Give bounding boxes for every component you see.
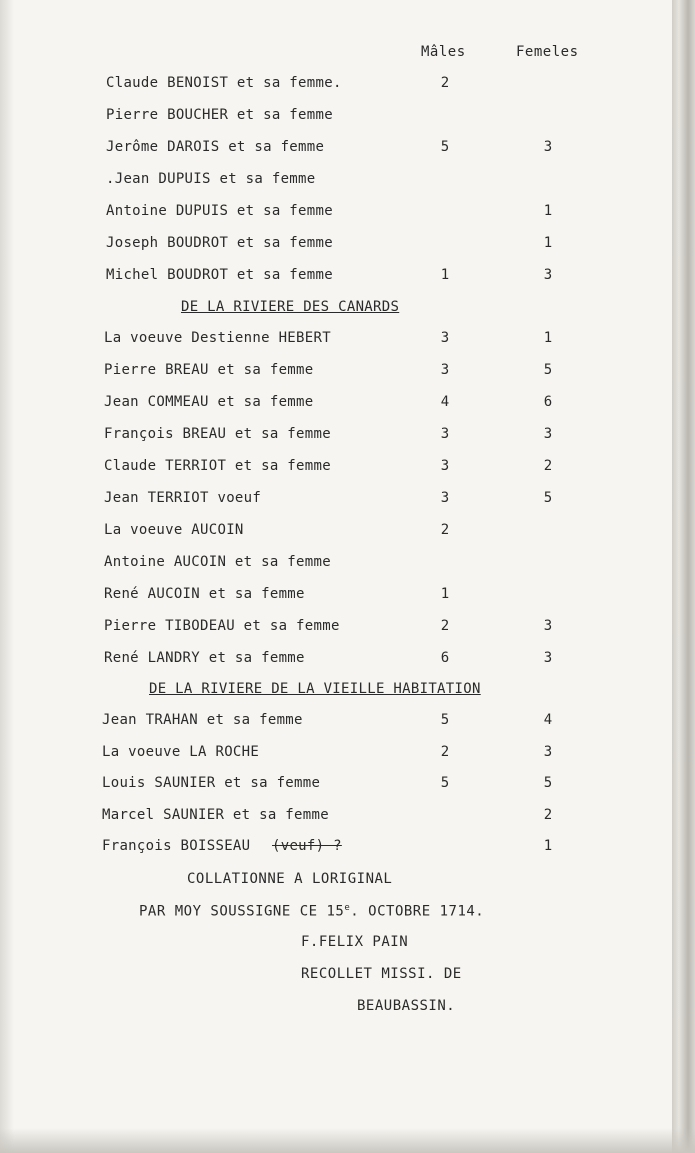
females-count: 3 (543, 650, 553, 666)
date-line-text: PAR MOY SOUSSIGNE CE 15 (139, 903, 345, 920)
household-name: François BREAU et sa femme (104, 426, 331, 442)
males-count: 2 (440, 618, 450, 634)
household-name: Claude BENOIST et sa femme. (106, 75, 342, 91)
household-name: Joseph BOUDROT et sa femme (106, 235, 333, 251)
date-line (139, 903, 484, 920)
household-name: Claude TERRIOT et sa femme (104, 458, 331, 474)
females-count: 3 (543, 743, 553, 760)
section-title-vieille-habitation: DE LA RIVIERE DE LA VIEILLE HABITATION (149, 681, 481, 697)
females-count: 5 (543, 775, 553, 791)
females-count: 3 (543, 618, 553, 634)
census-row (0, 171, 672, 191)
females-count: 1 (543, 330, 553, 346)
census-row (0, 650, 672, 670)
household-name: Antoine AUCOIN et sa femme (104, 554, 331, 570)
females-count: 1 (543, 203, 553, 219)
males-count: 5 (440, 139, 450, 155)
females-column-header: Femeles (516, 44, 579, 60)
household-name: Louis SAUNIER et sa femme (102, 775, 321, 791)
census-row (0, 394, 672, 414)
census-row (0, 267, 672, 287)
signature-title: RECOLLET MISSI. DE (301, 966, 462, 982)
census-row (0, 712, 672, 732)
census-row (0, 618, 672, 638)
household-name: Jean TRAHAN et sa femme (102, 712, 303, 728)
census-row (0, 75, 672, 95)
census-row (0, 838, 672, 858)
census-row (0, 235, 672, 255)
household-name: Michel BOUDROT et sa femme (106, 267, 333, 283)
signature-place: BEAUBASSIN. (357, 998, 456, 1014)
household-name: François BOISSEAU (102, 838, 251, 854)
census-row (0, 775, 672, 795)
males-count: 5 (440, 775, 450, 791)
census-row (0, 426, 672, 446)
census-row (0, 203, 672, 223)
household-name: Pierre BREAU et sa femme (104, 362, 314, 378)
females-count: 4 (543, 712, 553, 728)
females-count: 6 (543, 394, 553, 410)
males-count: 3 (440, 426, 450, 442)
household-name: .Jean DUPUIS et sa femme (106, 171, 316, 187)
census-row (0, 458, 672, 478)
page-edge (672, 0, 695, 1153)
males-count: 2 (440, 743, 450, 760)
household-name: Antoine DUPUIS et sa femme (106, 203, 333, 219)
females-count: 1 (543, 235, 553, 251)
census-row (0, 554, 672, 574)
males-count: 3 (440, 458, 450, 474)
household-name: René AUCOIN et sa femme (104, 586, 305, 602)
household-name: Jean TERRIOT voeuf (104, 490, 262, 506)
date-line-superscript: e (344, 903, 351, 913)
census-row (0, 362, 672, 382)
females-count: 3 (543, 267, 553, 283)
females-count: 2 (543, 458, 553, 474)
males-count: 2 (440, 75, 450, 91)
bottom-shade (0, 1128, 695, 1153)
females-count: 5 (543, 362, 553, 378)
females-count: 1 (543, 838, 553, 854)
males-count: 5 (440, 712, 450, 728)
household-name: Jean COMMEAU et sa femme (104, 394, 314, 410)
males-count: 3 (440, 362, 450, 378)
males-count: 6 (440, 650, 450, 666)
census-row (0, 490, 672, 510)
census-row (0, 107, 672, 127)
males-count: 4 (440, 394, 450, 410)
census-row (0, 586, 672, 606)
census-row (0, 139, 672, 159)
section-title-riviere-des-canards: DE LA RIVIERE DES CANARDS (181, 299, 400, 315)
males-count: 1 (440, 586, 450, 602)
males-count: 2 (440, 522, 450, 538)
household-name: Jerôme DAROIS et sa femme (106, 139, 325, 155)
females-count: 5 (543, 490, 553, 506)
struck-note: (veuf) ? (272, 838, 342, 854)
household-name: La voeuve Destienne HEBERT (104, 330, 331, 346)
males-column-header: Mâles (421, 44, 466, 60)
household-name: Pierre TIBODEAU et sa femme (104, 618, 340, 634)
males-count: 3 (440, 330, 450, 346)
females-count: 2 (543, 806, 553, 823)
collation-line: COLLATIONNE A LORIGINAL (187, 871, 393, 887)
date-line-rest: . OCTOBRE 1714. (350, 903, 485, 920)
census-row (0, 522, 672, 542)
household-name: La voeuve LA ROCHE (102, 743, 260, 760)
females-count: 3 (543, 139, 553, 155)
census-row (0, 330, 672, 350)
census-row (0, 744, 672, 764)
household-name: Pierre BOUCHER et sa femme (106, 107, 333, 123)
males-count: 3 (440, 490, 450, 506)
males-count: 1 (440, 267, 450, 283)
household-name: Marcel SAUNIER et sa femme (102, 806, 329, 823)
census-row (0, 807, 672, 827)
household-name: La voeuve AUCOIN (104, 522, 244, 538)
signature-name: F.FELIX PAIN (301, 934, 409, 950)
females-count: 3 (543, 426, 553, 442)
household-name: René LANDRY et sa femme (104, 650, 305, 666)
